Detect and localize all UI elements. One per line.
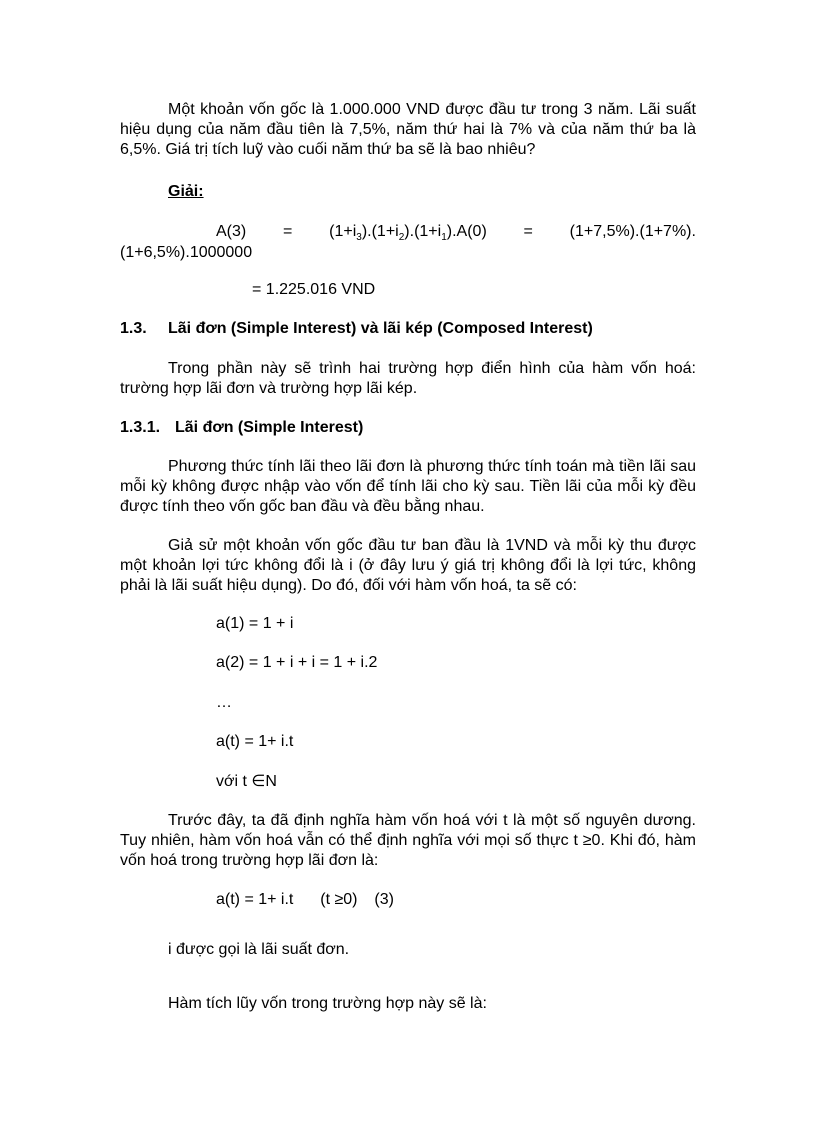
section-heading-1-3-1 <box>120 418 363 438</box>
equals-sign: = <box>523 223 533 240</box>
equation-3-number: (3) <box>374 891 394 908</box>
equation-lhs: A(3) <box>216 223 247 240</box>
equation-a1: a(1) = 1 + i <box>216 615 294 632</box>
solution-equation <box>216 222 696 242</box>
equation-3-body: a(t) = 1+ i.t <box>216 891 294 908</box>
equation-a2: a(2) = 1 + i + i = 1 + i.2 <box>216 654 378 671</box>
equation-at: a(t) = 1+ i.t <box>216 733 294 750</box>
section-title: Lãi đơn (Simple Interest) <box>175 419 364 436</box>
simple-interest-definition-paragraph: Phương thức tính lãi theo lãi đơn là phương thức tính toán mà tiền lãi sau mỗi kỳ không được nhập vào vốn để tính lãi cho kỳ sau. Tiền lãi của mỗi kỳ đều được tính theo vốn gốc ban đầu và đều bằng nhau. <box>120 458 696 515</box>
real-number-extension-paragraph: Trước đây, ta đã định nghĩa hàm vốn hoá với t là một số nguyên dương. Tuy nhiên, hàm vốn hoá vẫn có thể định nghĩa với mọi số thực t ≥0. Khi đó, hàm vốn hoá trong trường hợp lãi đơn là: <box>120 812 696 869</box>
equation-rhs: (1+7,5%).(1+7%). <box>569 223 696 240</box>
assumption-paragraph: Giả sử một khoản vốn gốc đầu tư ban đầu là 1VND và mỗi kỳ thu được một khoản lợi tức không đổi là i (ở đây lưu ý giá trị không đổi là lợi tức, không phải là lãi suất hiệu dụng). Do đó, đối với hàm vốn hoá, ta sẽ có: <box>120 537 696 594</box>
section-intro-paragraph: Trong phần này sẽ trình hai trường hợp điển hình của hàm vốn hoá: trường hợp lãi đơn và trường hợp lãi kép. <box>120 360 696 397</box>
solution-label: Giải: <box>168 183 204 200</box>
problem-paragraph: Một khoản vốn gốc là 1.000.000 VND được đầu tư trong 3 năm. Lãi suất hiệu dụng của năm đầu tiên là 7,5%, năm thứ hai là 7% và của năm thứ ba là 6,5%. Giá trị tích luỹ vào cuối năm thứ ba sẽ là bao nhiêu? <box>120 101 696 158</box>
equals-sign: = <box>283 223 293 240</box>
section-number: 1.3. <box>120 320 147 337</box>
section-heading-1-3 <box>120 319 593 339</box>
equation-product: $(1+i_3).(1+i_2).(1+i_1).A(0)$ <box>329 223 487 244</box>
section-title: Lãi đơn (Simple Interest) và lãi kép (Composed Interest) <box>168 320 593 337</box>
equation-3 <box>216 890 394 910</box>
equation-3-condition: (t ≥0) <box>320 891 358 908</box>
equation-domain: với t ∈N <box>216 773 277 790</box>
solution-result: = 1.225.016 VND <box>252 281 376 298</box>
simple-rate-sentence: i được gọi là lãi suất đơn. <box>168 941 350 958</box>
equation-continuation: (1+6,5%).1000000 <box>120 244 253 261</box>
equation-ellipsis: … <box>216 694 232 711</box>
section-number: 1.3.1. <box>120 419 161 436</box>
accumulation-sentence: Hàm tích lũy vốn trong trường hợp này sẽ là: <box>168 995 487 1012</box>
